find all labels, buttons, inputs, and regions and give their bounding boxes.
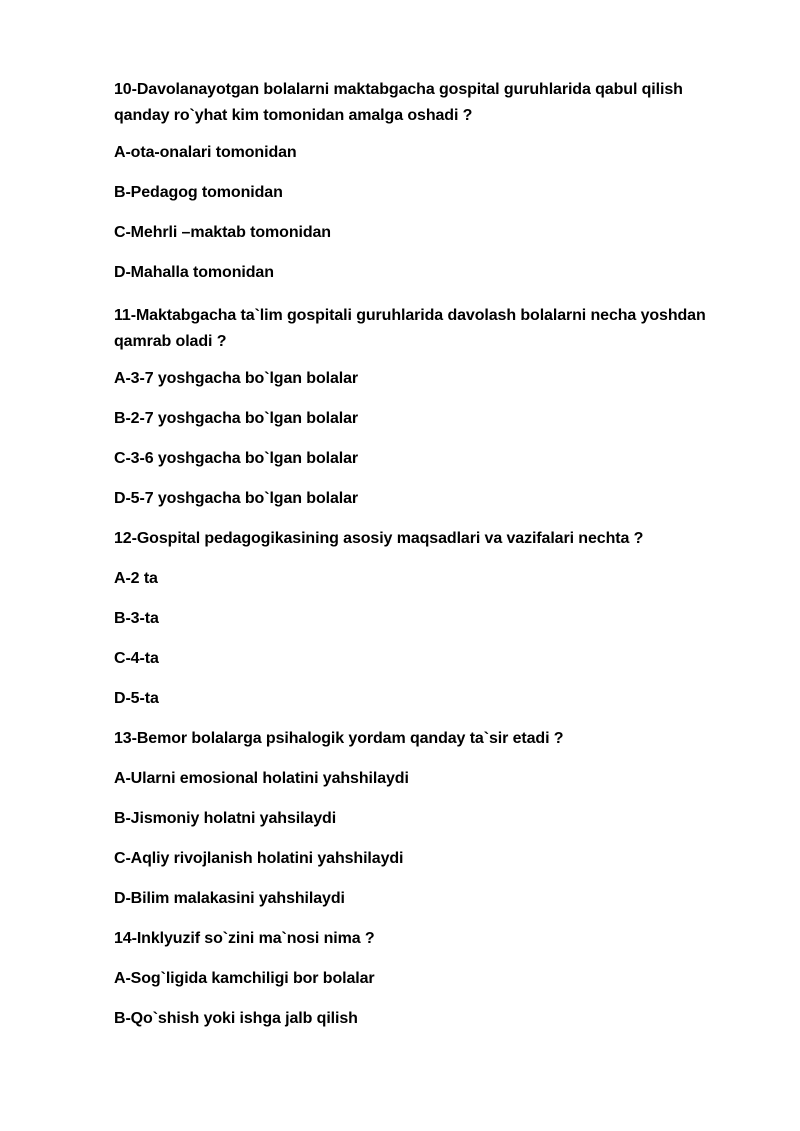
answer-option: B-Pedagog tomonidan	[114, 184, 283, 201]
answer-option: C-Mehrli –maktab tomonidan	[114, 224, 331, 241]
question-block-13	[114, 729, 740, 909]
answer-option: D-Bilim malakasini yahshilaydi	[114, 890, 345, 907]
answer-option: D-5-ta	[114, 690, 159, 707]
answer-option: C-4-ta	[114, 650, 159, 667]
question-text: 12-Gospital pedagogikasining asosiy maqsadlari va vazifalari nechta ?	[114, 530, 644, 547]
answer-option: C-Aqliy rivojlanish holatini yahshilaydi	[114, 850, 404, 867]
answer-option: A-3-7 yoshgacha bo`lgan bolalar	[114, 370, 359, 387]
answer-option: B-Qo`shish yoki ishga jalb qilish	[114, 1010, 358, 1027]
answer-option: C-3-6 yoshgacha bo`lgan bolalar	[114, 450, 359, 467]
answer-option: A-2 ta	[114, 570, 158, 587]
answer-option: B-3-ta	[114, 610, 159, 627]
answer-option: A-Sog`ligida kamchiligi bor bolalar	[114, 970, 375, 987]
question-text: 10-Davolanayotgan bolalarni maktabgacha gospital guruhlarida qabul qilish qanday ro`yhat kim tomonidan amalga oshadi ?	[114, 81, 683, 124]
question-block-14	[114, 929, 740, 1029]
answer-option: A-Ularni emosional holatini yahshilaydi	[114, 770, 409, 787]
answer-option: B-2-7 yoshgacha bo`lgan bolalar	[114, 410, 359, 427]
answer-option: B-Jismoniy holatni yahsilaydi	[114, 810, 337, 827]
question-text: 14-Inklyuzif so`zini ma`nosi nima ?	[114, 930, 375, 947]
answer-option: D-5-7 yoshgacha bo`lgan bolalar	[114, 490, 359, 507]
question-block-11	[114, 303, 740, 509]
document-page	[114, 77, 740, 1049]
question-text: 11-Maktabgacha ta`lim gospitali guruhlarida davolash bolalarni necha yoshdan qamrab oladi ?	[114, 307, 706, 350]
question-block-12	[114, 529, 740, 709]
answer-option: A-ota-onalari tomonidan	[114, 144, 297, 161]
question-text: 13-Bemor bolalarga psihalogik yordam qanday ta`sir etadi ?	[114, 730, 564, 747]
answer-option: D-Mahalla tomonidan	[114, 264, 274, 281]
question-block-10	[114, 77, 740, 283]
